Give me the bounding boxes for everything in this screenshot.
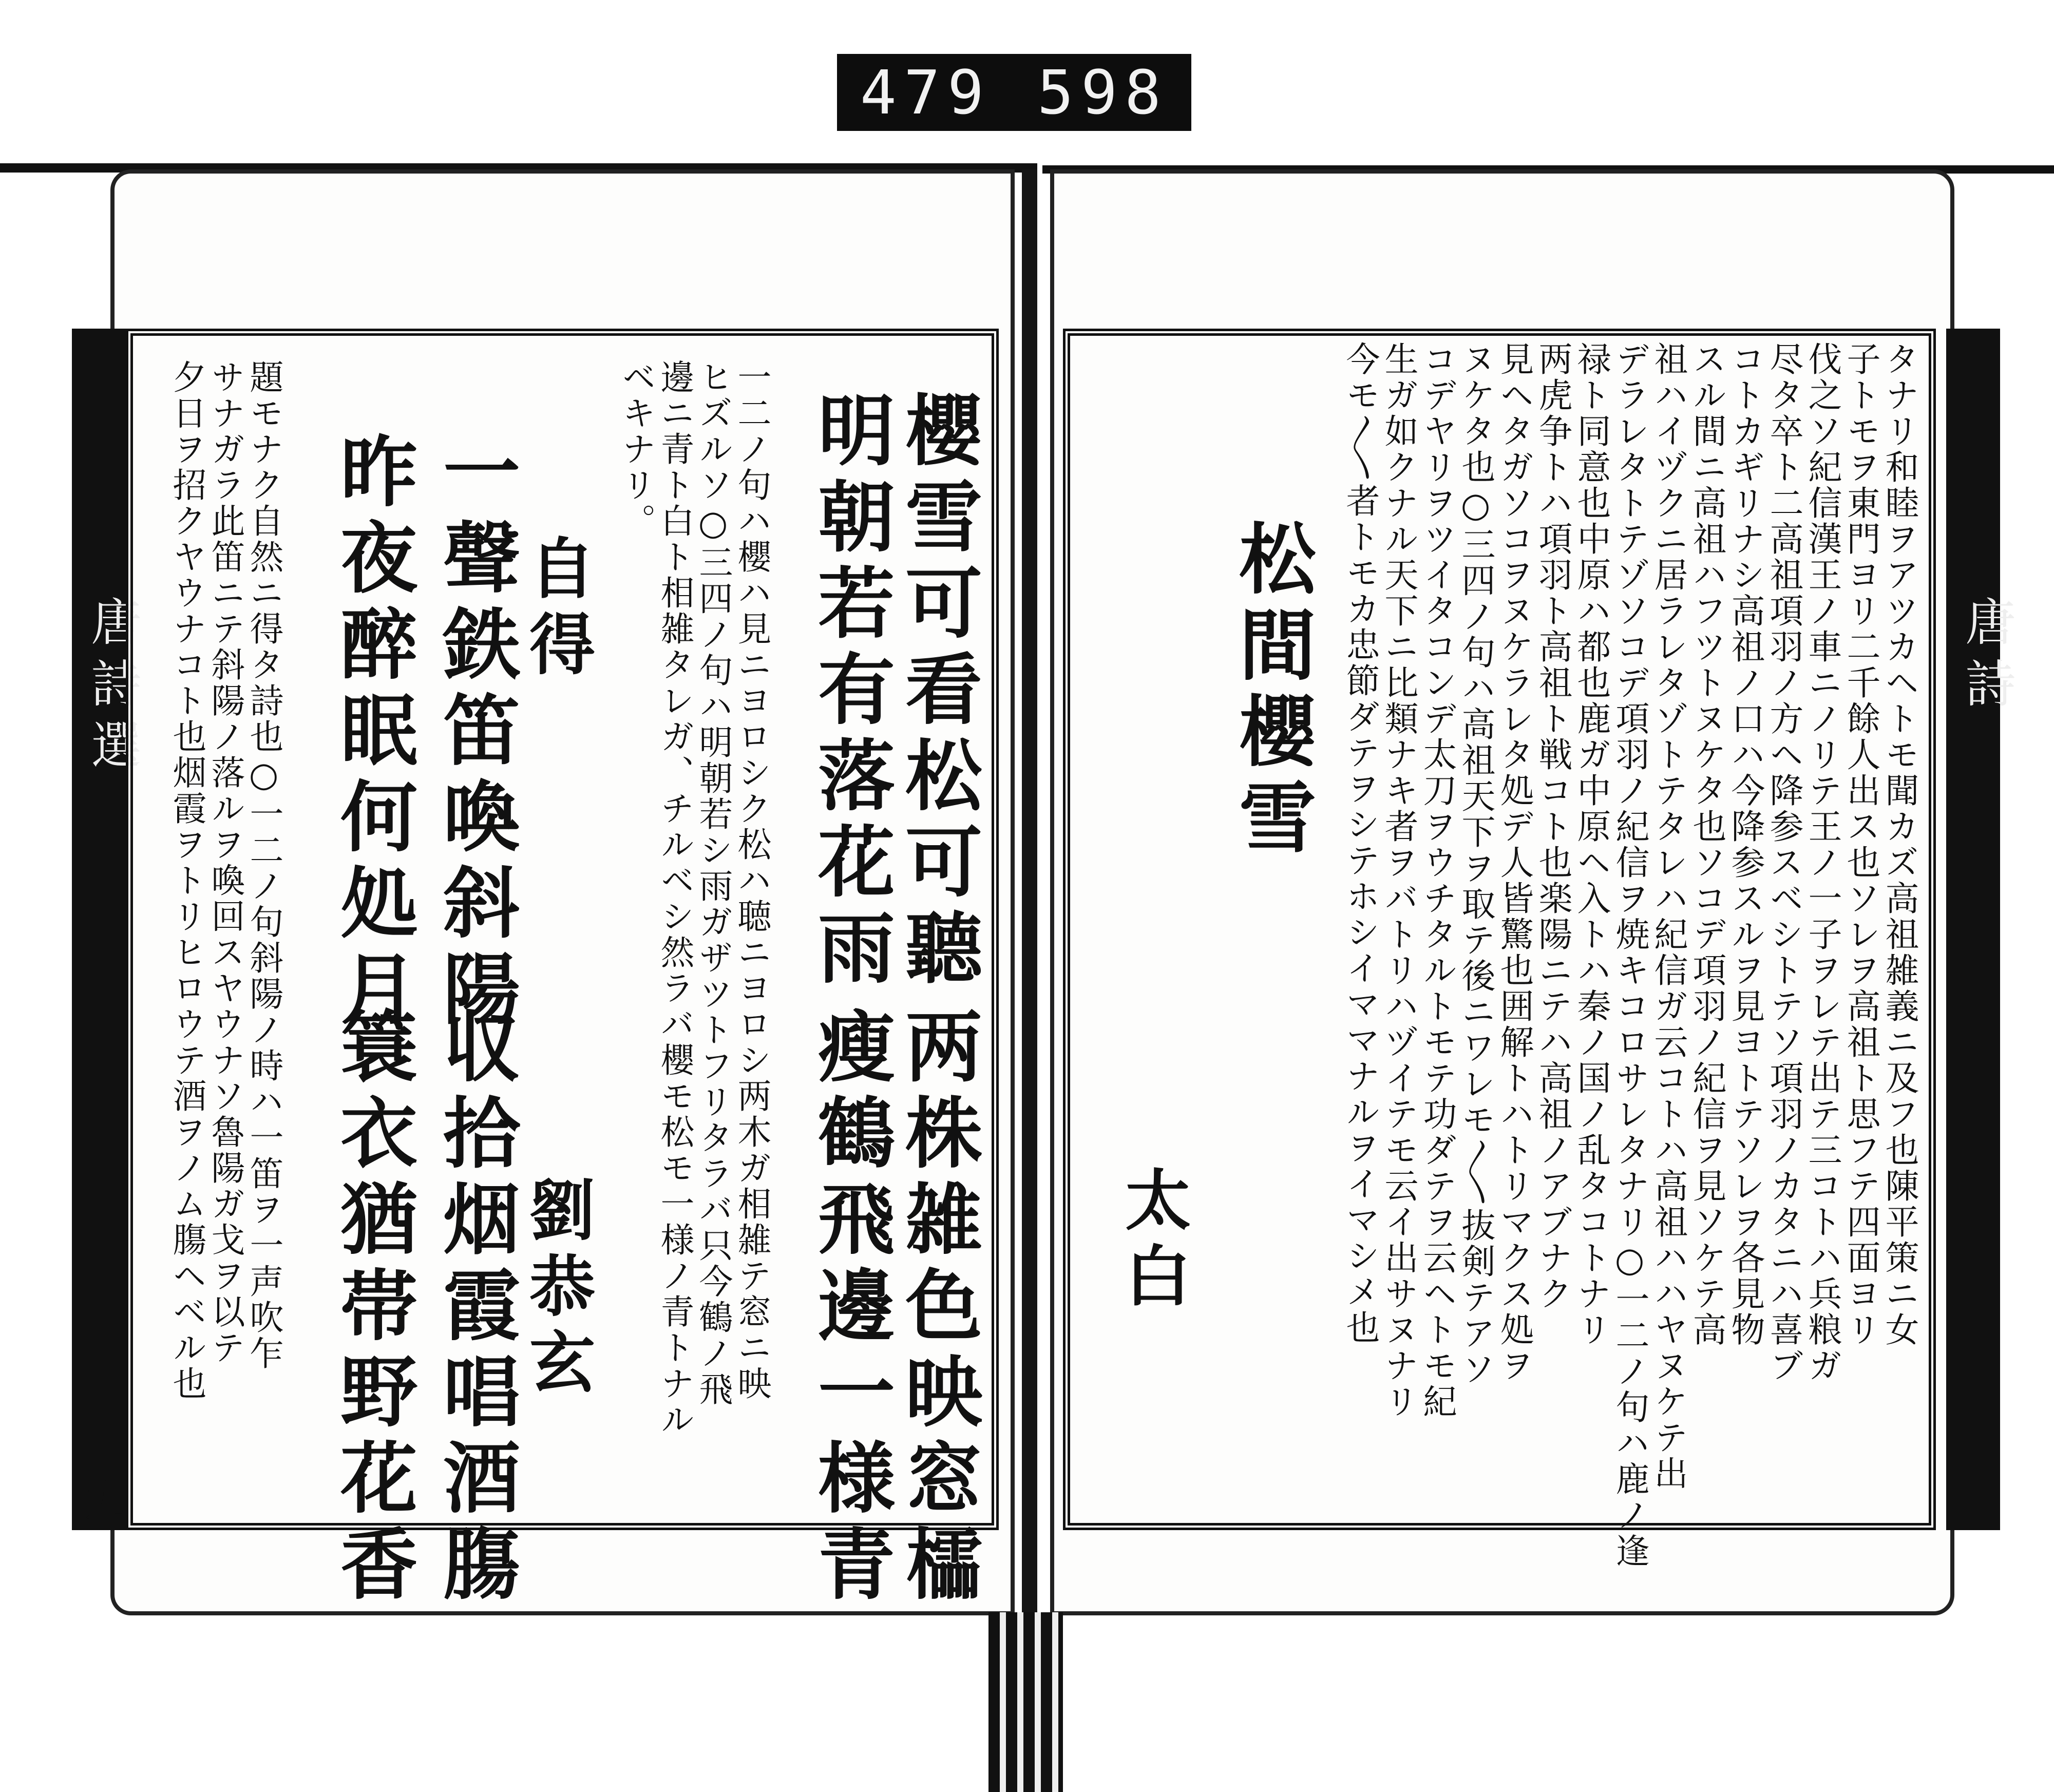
right-commentary-line: 两虎争トハ項羽ト高祖ト戦コト也楽陽ニテハ高祖ノアブナク	[1533, 341, 1572, 1312]
poem1-commentary-line: ベキナリ。	[616, 359, 656, 539]
poem1-commentary-line: 一二ノ句ハ櫻ハ見ニヨロシク松ハ聴ニヨロシ两木ガ相雑テ窓ニ映	[732, 359, 771, 1402]
right-commentary-line: 見ヘタガソコヲヌケラレタ処デ人皆驚也囲解トハトリマクス処ヲ	[1494, 341, 1534, 1384]
poem2-commentary-line: 夕日ヲ招クヤウナコト也烟霞ヲトリヒロウテ酒ヲノム膓ヘベル也	[167, 359, 206, 1402]
right-commentary-line: 禄ト同意也中原ハ都也鹿ガ中原ヘ入トハ秦ノ国ノ乱タコトナリ	[1571, 341, 1611, 1348]
book-gutter	[1022, 169, 1037, 1623]
gutter-binding	[988, 1612, 1063, 1792]
right-commentary-line: 祖ハイヅクニ居ラレタゾトテタレハ紀信ガ云コトハ高祖ハハヤヌケテ出	[1648, 341, 1688, 1492]
archive-label	[837, 54, 1191, 131]
poem2-line: 収拾烟霞唱酒膓	[430, 1006, 520, 1610]
poem2-commentary-line: サナガラ此笛ニテ斜陽ノ落ルヲ喚回スヤウナソ魯陽ガ戈ヲ以テ	[205, 359, 245, 1366]
poem1-line: 两株雑色映窓櫺	[892, 1006, 982, 1610]
right-commentary-line: 伐之ソ紀信漢王ノ車ニノリテ王ノ一子ヲレテ出テ三コトハ兵粮ガ	[1802, 341, 1842, 1384]
right-commentary-line: 子トモヲ東門ヨリ二千餘人出ス也ソレヲ高祖ト思フテ四面ヨリ	[1841, 341, 1880, 1348]
right-commentary-line: スル間ニ高祖ハフツトヌケタ也ソコデ項羽ノ紀信ヲ見ソケテ高	[1687, 341, 1726, 1348]
right-commentary-line: 今モ〳〵者トモカ忠節ダテヲシテホシイママナルヲイマシメ也	[1340, 341, 1380, 1346]
poem2-title: 自得	[518, 534, 595, 686]
poem2-line: 昨夜醉眠何処月	[327, 431, 417, 1035]
right-poem-author: 太白	[1114, 1166, 1191, 1318]
right-commentary-line: ヌケタ也○三四ノ句ハ高祖天下ヲ取テ後ニワレモ〳〵抜剣テアソ	[1456, 341, 1495, 1387]
poem2-commentary-line: 題モナク自然ニ得タ詩也○一二ノ句斜陽ノ時ハ一笛ヲ一声吹乍	[244, 359, 283, 1371]
archive-number-2: 598	[1037, 57, 1169, 128]
poem1-line: 明朝若有落花雨	[805, 390, 895, 994]
right-commentary-line: デラレタトテゾソコデ項羽ノ紀信ヲ焼キコロサレタナリ○一二ノ句ハ鹿ノ逢	[1610, 341, 1649, 1569]
right-poem-title: 松間櫻雪	[1226, 519, 1316, 864]
right-edge-strip	[1946, 329, 2015, 1530]
poem1-line: 瘦鶴飛邊一様青	[805, 1006, 895, 1610]
page-mark: 九	[79, 1479, 127, 1530]
poem2-line: 一聲鉄笛喚斜陽	[430, 431, 520, 1035]
left-edge-strip	[72, 329, 141, 1530]
archive-number-1: 479	[860, 57, 992, 128]
right-commentary-line: 生ガ如クナル天下ニ比類ナキ者ヲバトリハヅイテモ云イ出サヌナリ	[1379, 341, 1418, 1420]
poem1-line: 櫻雪可看松可聽	[892, 390, 982, 994]
right-commentary-line: 尽タ卒ト二高祖項羽ノ方ヘ降参スベシトテソ項羽ノカタニハ喜ブ	[1764, 341, 1803, 1384]
right-commentary-line: コデヤリヲツイタコンデ太刀ヲウチタルトモテ功ダテヲ云ヘトモ紀	[1417, 341, 1457, 1420]
right-commentary-line: タナリ和睦ヲアツカヘトモ聞カズ高祖雑義ニ及フ也陳平策ニ女	[1879, 341, 1919, 1348]
left-edge-title: 唐詩選	[83, 596, 141, 780]
right-commentary-line: コトカギリナシ高祖ノ口ハ今降参スルヲ見ヨトテソレヲ各見物	[1725, 341, 1765, 1348]
right-edge-title: 唐詩	[1957, 596, 2015, 719]
poem2-line: 簑衣猶帯野花香	[327, 1006, 417, 1610]
poem2-author: 劉恭玄	[518, 1176, 595, 1404]
poem1-commentary-line: 邊ニ青ト白ト相雑タレガ、チルベシ然ラバ櫻モ松モ一様ノ青トナル	[655, 359, 694, 1438]
poem1-commentary-line: ヒズルソ○三四ノ句ハ明朝若シ雨ガザツトフリタラバ只今鶴ノ飛	[693, 359, 733, 1407]
